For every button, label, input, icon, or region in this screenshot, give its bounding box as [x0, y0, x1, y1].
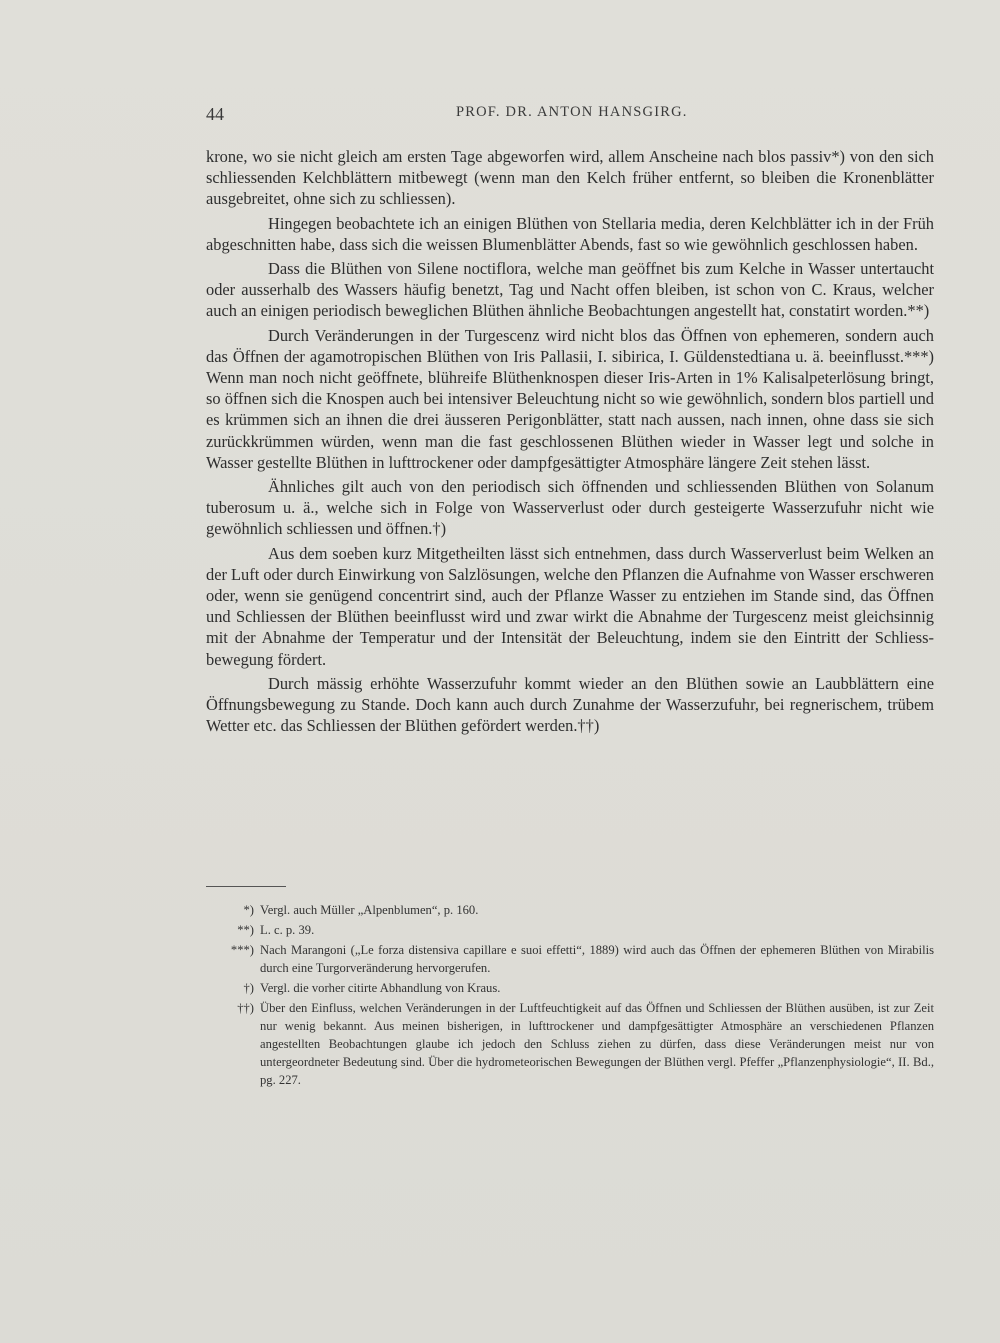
footnotes	[206, 901, 934, 1091]
footnote-divider	[206, 886, 286, 887]
paragraph: Hingegen beobachtete ich an einigen Blüthen von Stellaria media, deren Kelchblätter ich in der Früh abgeschnitten habe, dass sich die weissen Blumenblätter Abends, fast so wie gewöhnlich geschlossen haben.	[206, 213, 934, 254]
footnote	[206, 979, 934, 997]
footnote	[206, 901, 934, 919]
paragraph: Durch mässig erhöhte Wasserzufuhr kommt wieder an den Blüthen sowie an Laubblättern eine Öffnungsbewegung zu Stande. Doch kann auch durch Zunahme der Wasserzufuhr, bei regnerischem, trübem Wetter etc. das Schliessen der Blüthen gefördert werden.††)	[206, 673, 934, 736]
paragraph: Dass die Blüthen von Silene noctiflora, welche man geöffnet bis zum Kelche in Wasser untertaucht oder ausserhalb des Wassers häufig benetzt, Tag und Nacht offen bleiben, ist schon von C. Kraus, welcher auch an einigen periodisch beweglichen Blüthen ähnliche Beobachtungen angestellt hat, constatirt worden.**)	[206, 259, 934, 321]
running-head: PROF. DR. ANTON HANSGIRG.	[456, 104, 688, 120]
footnote	[206, 999, 934, 1089]
paragraph: Durch Veränderungen in der Turgescenz wird nicht blos das Öffnen von ephemeren, sondern auch das Öffnen der agamotropischen Blüthen von Iris Pallasii, I. sibirica, I. Güldenstedtiana u. ä. beeinflusst.***) Wenn man noch nicht geöffnete, blühreife Blüthenknospen dieser Iris-Arten in 1% Kalisalpeterlösung bringt, so öffnen sich die Knospen auch bei intensiver Beleuchtung nicht so wie gewöhnlich, sondern blos partiell und es krümmen sich an ihnen die drei äusseren Perigonblätter, statt nach aussen, nach innen, ohne dass sie sich zurückkrümmen würden, wenn man die fast geschlossenen Blüthen wieder in Wasser legt und solche in Wasser gestellte Blüthen in lufttrockener oder dampfgesättigter Atmosphäre längere Zeit stehen lässt.	[206, 325, 934, 472]
footnote-mark: ***)	[230, 943, 254, 957]
footnote	[206, 941, 934, 977]
footnote-mark: **)	[237, 923, 254, 937]
footnote-text: Vergl. die vorher citirte Abhandlung von Kraus.	[260, 981, 501, 995]
footnote-text: Nach Marangoni („Le forza distensiva capillare e suoi effetti“, 1889) wird auch das Öffnen der ephemeren Blüthen von Mirabilis durch eine Turgorveränderung hervorgerufen.	[260, 943, 934, 975]
footnote-text: Über den Einfluss, welchen Veränderungen in der Luftfeuchtigkeit auf das Öffnen und Schliessen der Blüthen ausüben, ist zur Zeit nur wenig bekannt. Aus meinen bisherigen, in lufttrockener und dampfgesättigter Atmosphäre an verschiedenen Pflanzen angestellten Beobachtungen glaube ich jedoch den Schluss ziehen zu dürfen, dass diese Veränderungen meist nur von untergeordneter Bedeutung sind. Über die hydrometeorischen Bewegungen der Blüthen vergl. Pfeffer „Pflanzenphysiologie“, II. Bd., pg. 227.	[260, 1001, 934, 1087]
footnote-text: L. c. p. 39.	[260, 923, 315, 937]
paragraph: Aus dem soeben kurz Mitgetheilten lässt sich entnehmen, dass durch Wasserverlust beim Welken an der Luft oder durch Einwirkung von Salzlösungen, welche den Pflanzen die Aufnahme von Wasser erschweren oder, wenn sie genügend concentrirt sind, auch der Pflanze Wasser zu entziehen im Stande sind, das Öffnen und Schliessen der Blüthen beeinflusst wird und zwar wirkt die Abnahme der Turgescenz meist gleichsinnig mit der Abnahme der Temperatur und der Intensität der Beleuchtung, indem sie den Eintritt der Schliessbewegung fördert.	[206, 543, 934, 669]
footnote	[206, 921, 934, 939]
paragraph: Ähnliches gilt auch von den periodisch sich öffnenden und schliessenden Blüthen von Solanum tuberosum u. ä., welche sich in Folge von Wasserverlust oder durch gesteigerte Wasserzufuhr nicht wie gewöhnlich schliessen und öffnen.†)	[206, 477, 934, 539]
footnote-mark: *)	[243, 903, 254, 917]
footnote-text: Vergl. auch Müller „Alpenblumen“, p. 160.	[260, 903, 479, 917]
body-text	[206, 146, 934, 739]
paragraph: krone, wo sie nicht gleich am ersten Tage abgeworfen wird, allem Anscheine nach blos passiv*) von den sich schliessenden Kelchblättern mitbewegt (wenn man den Kelch früher entfernt, so bleiben die Kronenblätter ausgebreitet, ohne sich zu schliessen).	[206, 147, 934, 209]
page-number: 44	[206, 104, 224, 124]
page-header	[206, 104, 934, 128]
footnote-mark: †)	[243, 981, 254, 995]
footnote-mark: ††)	[237, 1001, 254, 1015]
